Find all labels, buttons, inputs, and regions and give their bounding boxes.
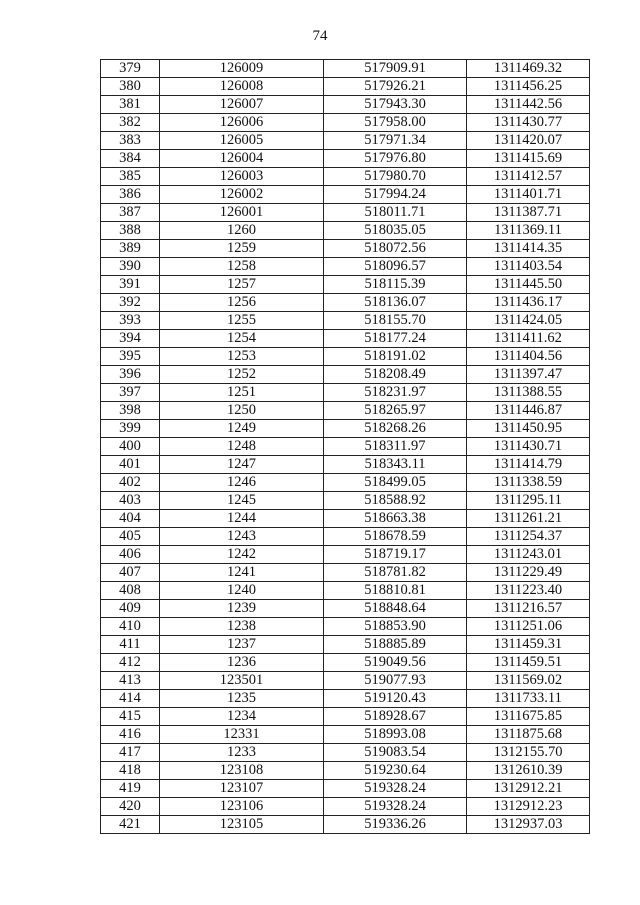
row-number-cell: 409 (101, 600, 160, 618)
point-id-cell: 1251 (160, 384, 324, 402)
table-row (101, 150, 590, 168)
y-coordinate-cell: 1311403.54 (467, 258, 590, 276)
table-row (101, 708, 590, 726)
row-number-cell: 405 (101, 528, 160, 546)
point-id-cell: 1260 (160, 222, 324, 240)
row-number-cell: 382 (101, 114, 160, 132)
table-row (101, 564, 590, 582)
row-number-cell: 408 (101, 582, 160, 600)
x-coordinate-cell: 518663.38 (324, 510, 467, 528)
y-coordinate-cell: 1311446.87 (467, 402, 590, 420)
x-coordinate-cell: 519049.56 (324, 654, 467, 672)
row-number-cell: 400 (101, 438, 160, 456)
row-number-cell: 415 (101, 708, 160, 726)
row-number-cell: 414 (101, 690, 160, 708)
y-coordinate-cell: 1311569.02 (467, 672, 590, 690)
point-id-cell: 1243 (160, 528, 324, 546)
point-id-cell: 1244 (160, 510, 324, 528)
y-coordinate-cell: 1311414.79 (467, 456, 590, 474)
table-row (101, 168, 590, 186)
table-row (101, 438, 590, 456)
y-coordinate-cell: 1311404.56 (467, 348, 590, 366)
y-coordinate-cell: 1311216.57 (467, 600, 590, 618)
y-coordinate-cell: 1311369.11 (467, 222, 590, 240)
x-coordinate-cell: 517980.70 (324, 168, 467, 186)
x-coordinate-cell: 519120.43 (324, 690, 467, 708)
point-id-cell: 126003 (160, 168, 324, 186)
x-coordinate-cell: 519077.93 (324, 672, 467, 690)
row-number-cell: 380 (101, 78, 160, 96)
point-id-cell: 1254 (160, 330, 324, 348)
row-number-cell: 412 (101, 654, 160, 672)
table-row (101, 294, 590, 312)
table-row (101, 222, 590, 240)
point-id-cell: 1248 (160, 438, 324, 456)
table-row (101, 492, 590, 510)
point-id-cell: 12331 (160, 726, 324, 744)
row-number-cell: 402 (101, 474, 160, 492)
point-id-cell: 1240 (160, 582, 324, 600)
table-row (101, 762, 590, 780)
point-id-cell: 123106 (160, 798, 324, 816)
y-coordinate-cell: 1311459.51 (467, 654, 590, 672)
table-row (101, 654, 590, 672)
row-number-cell: 399 (101, 420, 160, 438)
y-coordinate-cell: 1311430.77 (467, 114, 590, 132)
row-number-cell: 388 (101, 222, 160, 240)
point-id-cell: 1252 (160, 366, 324, 384)
row-number-cell: 393 (101, 312, 160, 330)
row-number-cell: 407 (101, 564, 160, 582)
x-coordinate-cell: 518928.67 (324, 708, 467, 726)
y-coordinate-cell: 1312912.23 (467, 798, 590, 816)
x-coordinate-cell: 518885.89 (324, 636, 467, 654)
x-coordinate-cell: 517976.80 (324, 150, 467, 168)
point-id-cell: 126007 (160, 96, 324, 114)
x-coordinate-cell: 518781.82 (324, 564, 467, 582)
point-id-cell: 1245 (160, 492, 324, 510)
x-coordinate-cell: 518810.81 (324, 582, 467, 600)
row-number-cell: 389 (101, 240, 160, 258)
y-coordinate-cell: 1311412.57 (467, 168, 590, 186)
x-coordinate-cell: 518719.17 (324, 546, 467, 564)
x-coordinate-cell: 518155.70 (324, 312, 467, 330)
row-number-cell: 420 (101, 798, 160, 816)
point-id-cell: 126002 (160, 186, 324, 204)
y-coordinate-cell: 1311675.85 (467, 708, 590, 726)
point-id-cell: 1256 (160, 294, 324, 312)
point-id-cell: 1242 (160, 546, 324, 564)
point-id-cell: 1250 (160, 402, 324, 420)
x-coordinate-cell: 518343.11 (324, 456, 467, 474)
x-coordinate-cell: 517926.21 (324, 78, 467, 96)
row-number-cell: 379 (101, 60, 160, 78)
table-row (101, 474, 590, 492)
y-coordinate-cell: 1312912.21 (467, 780, 590, 798)
row-number-cell: 413 (101, 672, 160, 690)
point-id-cell: 1249 (160, 420, 324, 438)
table-row (101, 546, 590, 564)
point-id-cell: 1255 (160, 312, 324, 330)
x-coordinate-cell: 518035.05 (324, 222, 467, 240)
point-id-cell: 1241 (160, 564, 324, 582)
y-coordinate-cell: 1312610.39 (467, 762, 590, 780)
y-coordinate-cell: 1311243.01 (467, 546, 590, 564)
row-number-cell: 395 (101, 348, 160, 366)
y-coordinate-cell: 1311223.40 (467, 582, 590, 600)
point-id-cell: 1238 (160, 618, 324, 636)
row-number-cell: 406 (101, 546, 160, 564)
x-coordinate-cell: 517994.24 (324, 186, 467, 204)
y-coordinate-cell: 1311875.68 (467, 726, 590, 744)
table-row (101, 96, 590, 114)
table-row (101, 366, 590, 384)
row-number-cell: 384 (101, 150, 160, 168)
y-coordinate-cell: 1311733.11 (467, 690, 590, 708)
point-id-cell: 1233 (160, 744, 324, 762)
row-number-cell: 401 (101, 456, 160, 474)
table-row (101, 726, 590, 744)
coordinates-table (100, 59, 590, 834)
y-coordinate-cell: 1311411.62 (467, 330, 590, 348)
table-row (101, 114, 590, 132)
x-coordinate-cell: 519328.24 (324, 798, 467, 816)
y-coordinate-cell: 1311338.59 (467, 474, 590, 492)
point-id-cell: 1237 (160, 636, 324, 654)
table-row (101, 636, 590, 654)
row-number-cell: 416 (101, 726, 160, 744)
x-coordinate-cell: 517958.00 (324, 114, 467, 132)
table-row (101, 240, 590, 258)
table-row (101, 600, 590, 618)
row-number-cell: 421 (101, 816, 160, 834)
point-id-cell: 123107 (160, 780, 324, 798)
point-id-cell: 126008 (160, 78, 324, 96)
page-number: 74 (312, 28, 328, 44)
y-coordinate-cell: 1311420.07 (467, 132, 590, 150)
table-row (101, 456, 590, 474)
table-row (101, 618, 590, 636)
table-row (101, 60, 590, 78)
table-row (101, 780, 590, 798)
x-coordinate-cell: 519336.26 (324, 816, 467, 834)
y-coordinate-cell: 1311295.11 (467, 492, 590, 510)
row-number-cell: 390 (101, 258, 160, 276)
y-coordinate-cell: 1311430.71 (467, 438, 590, 456)
row-number-cell: 404 (101, 510, 160, 528)
row-number-cell: 391 (101, 276, 160, 294)
x-coordinate-cell: 519083.54 (324, 744, 467, 762)
row-number-cell: 386 (101, 186, 160, 204)
x-coordinate-cell: 518993.08 (324, 726, 467, 744)
table-row (101, 312, 590, 330)
y-coordinate-cell: 1312937.03 (467, 816, 590, 834)
row-number-cell: 397 (101, 384, 160, 402)
x-coordinate-cell: 518177.24 (324, 330, 467, 348)
x-coordinate-cell: 518208.49 (324, 366, 467, 384)
point-id-cell: 123105 (160, 816, 324, 834)
point-id-cell: 1247 (160, 456, 324, 474)
x-coordinate-cell: 518191.02 (324, 348, 467, 366)
y-coordinate-cell: 1311414.35 (467, 240, 590, 258)
table-row (101, 744, 590, 762)
x-coordinate-cell: 518231.97 (324, 384, 467, 402)
point-id-cell: 126005 (160, 132, 324, 150)
row-number-cell: 394 (101, 330, 160, 348)
y-coordinate-cell: 1311254.37 (467, 528, 590, 546)
row-number-cell: 417 (101, 744, 160, 762)
table-row (101, 672, 590, 690)
row-number-cell: 419 (101, 780, 160, 798)
x-coordinate-cell: 517971.34 (324, 132, 467, 150)
point-id-cell: 126004 (160, 150, 324, 168)
x-coordinate-cell: 518265.97 (324, 402, 467, 420)
table-row (101, 258, 590, 276)
y-coordinate-cell: 1311436.17 (467, 294, 590, 312)
point-id-cell: 126006 (160, 114, 324, 132)
y-coordinate-cell: 1311442.56 (467, 96, 590, 114)
table-row (101, 420, 590, 438)
x-coordinate-cell: 518096.57 (324, 258, 467, 276)
table-row (101, 528, 590, 546)
point-id-cell: 1258 (160, 258, 324, 276)
y-coordinate-cell: 1311388.55 (467, 384, 590, 402)
row-number-cell: 385 (101, 168, 160, 186)
row-number-cell: 398 (101, 402, 160, 420)
x-coordinate-cell: 518115.39 (324, 276, 467, 294)
point-id-cell: 126001 (160, 204, 324, 222)
row-number-cell: 410 (101, 618, 160, 636)
row-number-cell: 383 (101, 132, 160, 150)
table-row (101, 582, 590, 600)
x-coordinate-cell: 518853.90 (324, 618, 467, 636)
y-coordinate-cell: 1311415.69 (467, 150, 590, 168)
point-id-cell: 1257 (160, 276, 324, 294)
table-row (101, 690, 590, 708)
table-row (101, 384, 590, 402)
point-id-cell: 1259 (160, 240, 324, 258)
row-number-cell: 403 (101, 492, 160, 510)
x-coordinate-cell: 518011.71 (324, 204, 467, 222)
point-id-cell: 1235 (160, 690, 324, 708)
coordinates-table-body (101, 60, 590, 834)
x-coordinate-cell: 517909.91 (324, 60, 467, 78)
x-coordinate-cell: 518268.26 (324, 420, 467, 438)
table-row (101, 132, 590, 150)
table-row (101, 276, 590, 294)
y-coordinate-cell: 1311469.32 (467, 60, 590, 78)
table-row (101, 348, 590, 366)
point-id-cell: 1234 (160, 708, 324, 726)
y-coordinate-cell: 1311459.31 (467, 636, 590, 654)
table-row (101, 186, 590, 204)
point-id-cell: 1253 (160, 348, 324, 366)
y-coordinate-cell: 1311261.21 (467, 510, 590, 528)
x-coordinate-cell: 517943.30 (324, 96, 467, 114)
table-row (101, 204, 590, 222)
row-number-cell: 381 (101, 96, 160, 114)
x-coordinate-cell: 518499.05 (324, 474, 467, 492)
y-coordinate-cell: 1311450.95 (467, 420, 590, 438)
point-id-cell: 1239 (160, 600, 324, 618)
y-coordinate-cell: 1311387.71 (467, 204, 590, 222)
x-coordinate-cell: 518678.59 (324, 528, 467, 546)
table-row (101, 798, 590, 816)
table-row (101, 330, 590, 348)
row-number-cell: 396 (101, 366, 160, 384)
point-id-cell: 123501 (160, 672, 324, 690)
y-coordinate-cell: 1311251.06 (467, 618, 590, 636)
table-row (101, 510, 590, 528)
point-id-cell: 123108 (160, 762, 324, 780)
y-coordinate-cell: 1311229.49 (467, 564, 590, 582)
point-id-cell: 126009 (160, 60, 324, 78)
y-coordinate-cell: 1311445.50 (467, 276, 590, 294)
x-coordinate-cell: 518848.64 (324, 600, 467, 618)
x-coordinate-cell: 518072.56 (324, 240, 467, 258)
x-coordinate-cell: 519328.24 (324, 780, 467, 798)
row-number-cell: 418 (101, 762, 160, 780)
table-row (101, 78, 590, 96)
point-id-cell: 1236 (160, 654, 324, 672)
y-coordinate-cell: 1311401.71 (467, 186, 590, 204)
x-coordinate-cell: 519230.64 (324, 762, 467, 780)
table-row (101, 816, 590, 834)
row-number-cell: 387 (101, 204, 160, 222)
x-coordinate-cell: 518588.92 (324, 492, 467, 510)
point-id-cell: 1246 (160, 474, 324, 492)
x-coordinate-cell: 518311.97 (324, 438, 467, 456)
x-coordinate-cell: 518136.07 (324, 294, 467, 312)
y-coordinate-cell: 1311456.25 (467, 78, 590, 96)
row-number-cell: 411 (101, 636, 160, 654)
table-row (101, 402, 590, 420)
row-number-cell: 392 (101, 294, 160, 312)
y-coordinate-cell: 1312155.70 (467, 744, 590, 762)
y-coordinate-cell: 1311424.05 (467, 312, 590, 330)
y-coordinate-cell: 1311397.47 (467, 366, 590, 384)
